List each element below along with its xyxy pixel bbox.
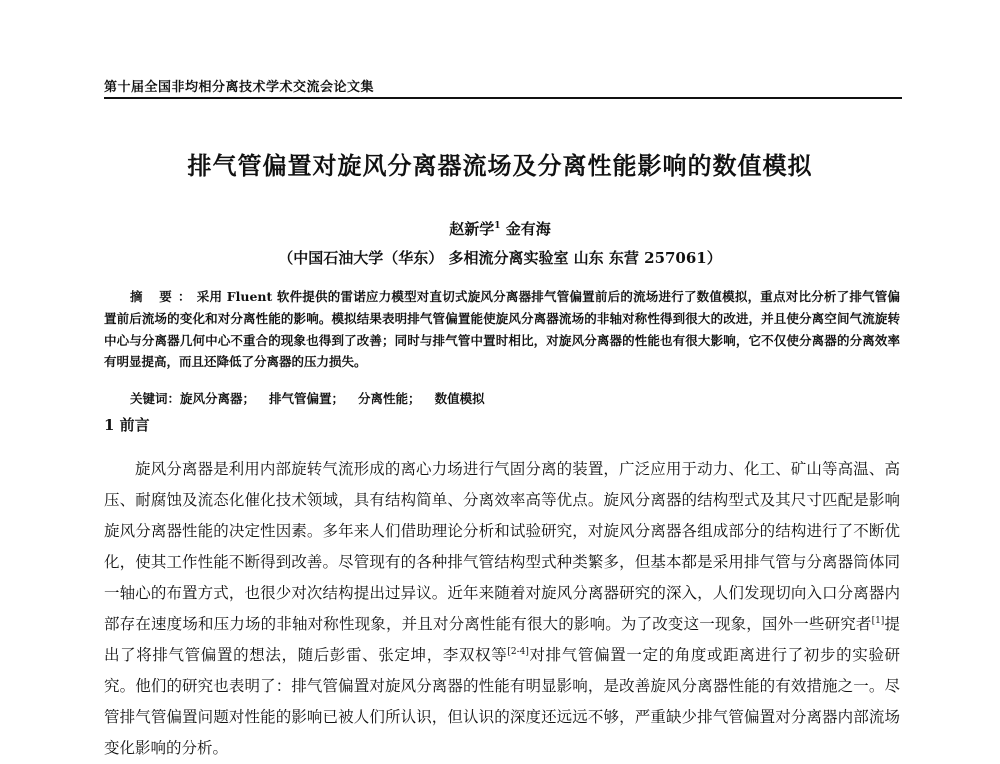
abstract <box>104 286 900 373</box>
author-line <box>0 218 1000 239</box>
paper-title: 排气管偏置对旋风分离器流场及分离性能影响的数值模拟 <box>187 151 813 180</box>
keyword-item: 数值模拟 <box>434 391 485 406</box>
keyword-item: 排气管偏置； <box>269 391 345 406</box>
keywords <box>130 389 499 407</box>
running-head: 第十届全国非均相分离技术学术交流会论文集 <box>104 80 375 95</box>
author-1-affiliation-mark: 1 <box>494 221 501 231</box>
section-heading-introduction: 1 前言 <box>104 416 150 434</box>
body-text-segment: 旋风分离器是利用内部旋转气流形成的离心力场进行气固分离的装置，广泛应用于动力、化工、矿山等高温、高压、耐腐蚀及流态化催化技术领域，具有结构简单、分离效率高等优点。旋风分离器的结构型式及其尺寸匹配是影响旋风分离器性能的决定性因素。多年来人们借助理论分析和试验研究，对旋风分离器各组成部分的结构进行了不断优化，使其工作性能不断得到改善。尽管现有的各种排气管结构型式种类繁多，但基本都是采用排气管与分离器筒体同一轴心的布置方式，也很少对次结构提出过异议。近年来随着对旋风分离器研究的深入，人们发现切向入口分离器内部存在速度场和压力场的非轴对称性现象，并且对分离性能有很大的影响。为了改变这一现象，国外一些研究者 <box>104 460 900 633</box>
abstract-label: 摘 要： <box>130 289 197 304</box>
author-2: 金有海 <box>505 220 551 238</box>
body-text-segment: 对排气管偏置一定的角度或距离进行了初步的实验研究。他们的研究也表明了：排气管偏置对旋风分离器的性能有明显影响，是改善旋风分离器性能的有效措施之一。尽管排气管偏置问题对性能的影响已被人们所认识，但认识的深度还远远不够，严重缺少排气管偏置对分离器内部流场变化影响的分析。 <box>104 646 900 757</box>
citation-ref: [2-4] <box>507 646 529 657</box>
keyword-item: 分离性能； <box>358 391 421 406</box>
header-rule <box>104 97 902 99</box>
citation-ref: [1] <box>871 615 885 626</box>
body-text-segment: 提出了将排气管偏置的想法，随后彭雷、张定坤，李双权等 <box>104 615 900 664</box>
abstract-text: 采用 Fluent 软件提供的雷诺应力模型对直切式旋风分离器排气管偏置前后的流场进行了数值模拟，重点对比分析了排气管偏置前后流场的变化和对分离性能的影响。模拟结果表明排气管偏置能使旋风分离器流场的非轴对称性得到很大的改进，并且使分离空间气流旋转中心与分离器几何中心不重合的现象也得到了改善；同时与排气管中置时相比，对旋风分离器的性能也有很大影响，它不仅使分离器的分离效率有明显提高，而且还降低了分离器的压力损失。 <box>104 289 901 370</box>
introduction-paragraph <box>104 454 900 764</box>
keywords-label: 关键词： <box>130 391 181 406</box>
affiliation: （中国石油大学（华东） 多相流分离实验室 山东 东营 257061） <box>278 249 722 267</box>
author-1: 赵新学 <box>449 220 495 238</box>
keyword-item: 旋风分离器； <box>180 391 256 406</box>
